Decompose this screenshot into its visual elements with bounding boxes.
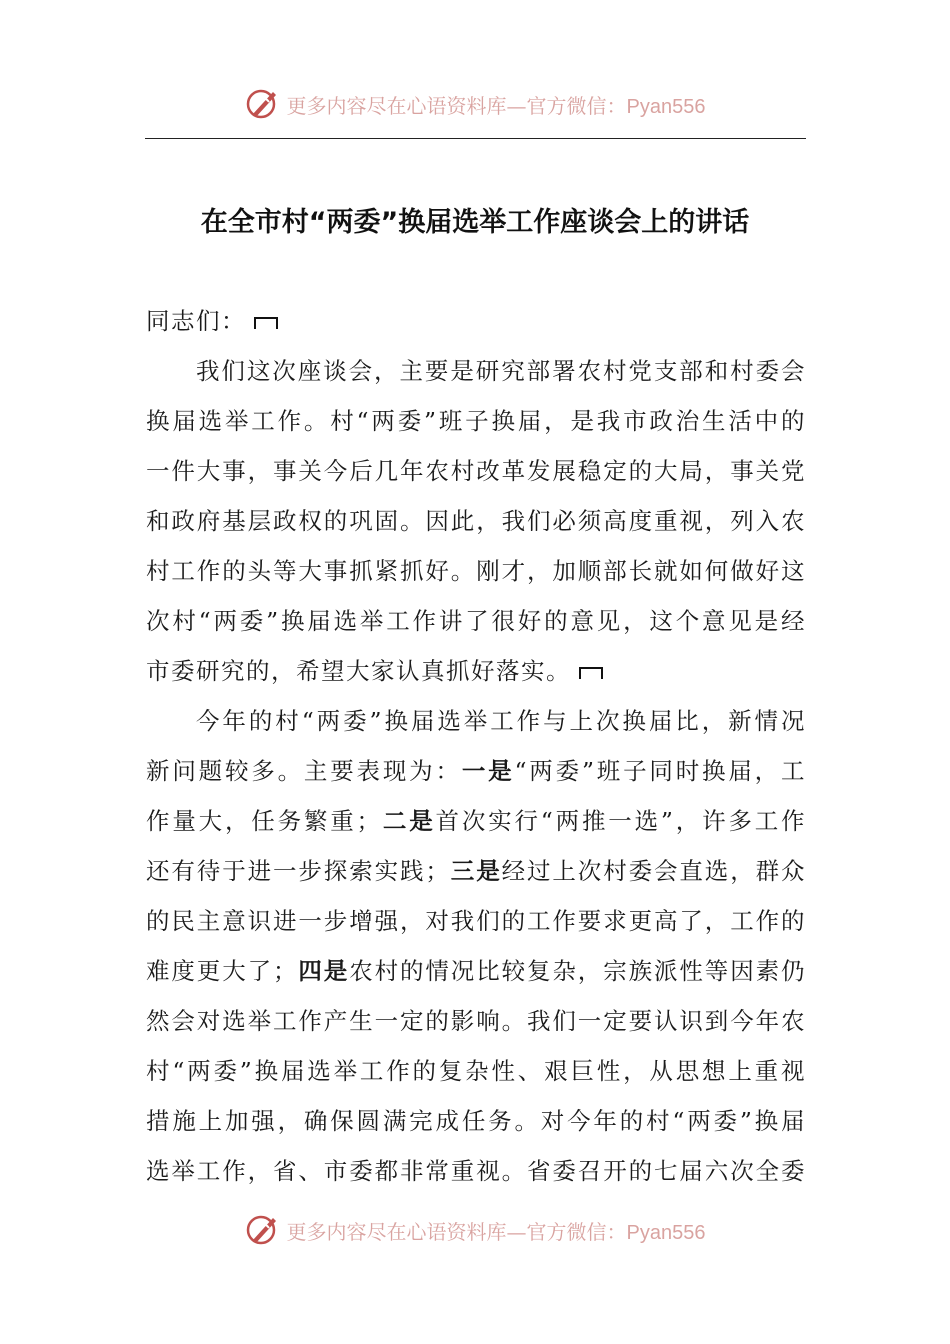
header-rule — [145, 138, 806, 139]
paragraph-line: 和政府基层政权的巩固。因此，我们必须高度重视，列入农 — [146, 507, 806, 535]
header-watermark — [0, 84, 950, 124]
paragraph-line: 我们这次座谈会，主要是研究部署农村党支部和村委会 — [196, 357, 806, 385]
watermark-text: 更多内容尽在心语资料库—官方微信：Pyan556 — [286, 1219, 706, 1244]
paragraph-line: 次村“两委”换届选举工作讲了很好的意见，这个意见是经 — [146, 607, 806, 635]
emphasis-third: 三是 — [450, 857, 502, 885]
paragraph-line: 的民主意识进一步增强，对我们的工作要求更高了，工作的 — [146, 907, 806, 935]
salutation: 同志们： — [146, 296, 806, 346]
paragraph-line: 难度更大了；四是农村的情况比较复杂，宗族派性等因素仍 — [146, 957, 806, 985]
paragraph-line: 换届选举工作。村“两委”班子换届，是我市政治生活中的 — [146, 407, 806, 435]
paragraph-mark-icon — [579, 667, 603, 679]
paragraph-line: 措施上加强，确保圆满完成任务。对今年的村“两委”换届 — [146, 1107, 806, 1135]
paragraph-line-last: 市委研究的，希望大家认真抓好落实。 — [146, 646, 806, 696]
paragraph-line: 然会对选举工作产生一定的影响。我们一定要认识到今年农 — [146, 1007, 806, 1035]
emphasis-first: 一是 — [461, 757, 515, 785]
document-title: 在全市村“两委”换届选举工作座谈会上的讲话 — [200, 207, 750, 238]
emphasis-fourth: 四是 — [298, 957, 350, 985]
paragraph-line: 选举工作，省、市委都非常重视。省委召开的七届六次全委 — [146, 1157, 806, 1185]
paragraph-line: 作量大，任务繁重；二是首次实行“两推一选”，许多工作 — [146, 807, 806, 835]
paragraph-line: 今年的村“两委”换届选举工作与上次换届比，新情况 — [196, 707, 806, 735]
paragraph-line: 新问题较多。主要表现为：一是“两委”班子同时换届，工 — [146, 757, 806, 785]
pen-logo-icon — [245, 86, 281, 122]
footer-watermark — [0, 1210, 950, 1250]
pen-logo-icon — [245, 1212, 281, 1248]
paragraph-line: 还有待于进一步探索实践；三是经过上次村委会直选，群众 — [146, 857, 806, 885]
paragraph-mark-icon — [254, 317, 278, 329]
watermark-text: 更多内容尽在心语资料库—官方微信：Pyan556 — [286, 93, 706, 118]
emphasis-second: 二是 — [381, 807, 436, 835]
paragraph-line: 一件大事，事关今后几年农村改革发展稳定的大局，事关党 — [146, 457, 806, 485]
paragraph-line: 村“两委”换届选举工作的复杂性、艰巨性，从思想上重视 — [146, 1057, 806, 1085]
document-body — [146, 296, 806, 1196]
paragraph-line: 村工作的头等大事抓紧抓好。刚才，加顺部长就如何做好这 — [146, 557, 806, 585]
